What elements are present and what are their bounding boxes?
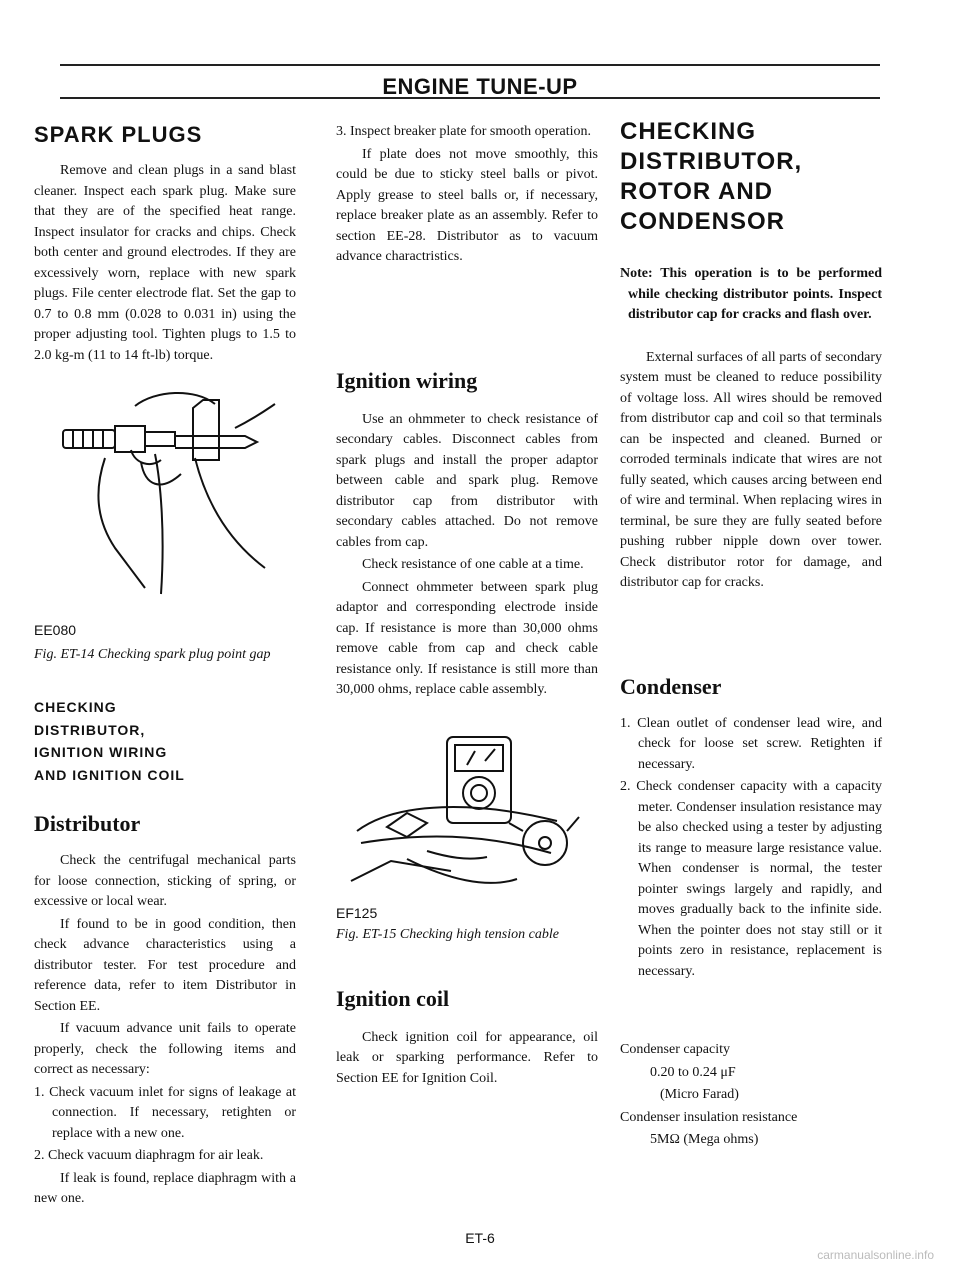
heading-line: DISTRIBUTOR, [34, 721, 146, 738]
paragraph: Check ignition coil for appearance, oil leak or sparking performance. Refer to Section EE for Ignition Coil. [336, 1029, 598, 1086]
spec-line: Condenser insulation resistance [620, 1109, 798, 1125]
paragraph: If vacuum advance unit fails to operate properly, check the following items and correct as necessary: [34, 1021, 296, 1077]
list-item: 2. Check condenser capacity with a capacity meter. Condenser insulation resistance may be also checked using a tester by adjusting its range to measure large resistance value. When condenser is normal, the tester pointer swings largely and rapidly, and moves gradually back to the infinite side. When the pointer does not stay still or it points zero in resistance, replacement is necessary. [620, 779, 882, 979]
figure-code: EF125 [336, 904, 378, 921]
heading-line: IGNITION WIRING [34, 744, 168, 760]
subheading-ignition-wiring: Ignition wiring [336, 367, 478, 393]
spec-line: (Micro Farad) [660, 1087, 739, 1102]
paragraph: If found to be in good condition, then check advance characteristics using a distributor tester. For test procedure and reference data, refer to item Distributor in Section EE. [34, 916, 296, 1014]
ohmmeter-cable-illustration [347, 731, 587, 901]
figure-code: EE080 [34, 622, 77, 638]
paragraph: Check resistance of one cable at a time. [362, 557, 584, 572]
paragraph: Remove and clean plugs in a sand blast cleaner. Inspect each spark plug. Make sure that they are of the specified heat range. Inspect insulator for cracks and chips. Check both center and ground electrodes. If they are excessively worn, replace with new spark plugs. File center electrode flat. Set the gap to 0.7 to 0.8 mm (0.028 to 0.031 in) using the proper adjusting tool. Tighten plugs to 1.5 to 2.0 kg-m (11 to 14 ft-lb) torque. [34, 163, 296, 363]
paragraph: Connect ohmmeter between spark plug adaptor and corresponding electrode inside cap. If resistance is more than 30,000 ohms remove cable from cap and check cable resistance only. If resistance is still more than 30,000 ohms, replace cable assembly. [336, 579, 598, 697]
list-item: 2. Check vacuum diaphragm for air leak. [34, 1148, 264, 1163]
list-item: 1. Check vacuum inlet for signs of leakage at connection. If necessary, retighten or replace with a new one. [34, 1084, 296, 1141]
spec-line: 0.20 to 0.24 μF [650, 1064, 736, 1080]
paragraph: Use an ohmmeter to check resistance of secondary cables. Disconnect cables from spark plugs and install the proper adaptor between cable and spark plug. Remove distributor cap from distributor with secondary cables attached. Do not remove cables from cap. [336, 411, 598, 550]
list-item: 1. Clean outlet of condenser lead wire, and check for loose set screw. Retighten if necessary. [620, 715, 882, 772]
section-heading-checking-rotor [620, 118, 882, 236]
list-item: 3. Inspect breaker plate for smooth operation. [336, 124, 592, 139]
section-heading-checking-distributor [34, 697, 296, 785]
heading-line: CHECKING [34, 699, 117, 715]
page-number: ET-6 [465, 1230, 495, 1246]
paragraph: Check the centrifugal mechanical parts for loose connection, sticking of spring, or excessive or local wear. [34, 853, 296, 909]
heading-line: DISTRIBUTOR, [620, 148, 803, 175]
spark-plug-gap-illustration [45, 388, 285, 618]
header-rule-bottom [60, 97, 880, 99]
subheading-condenser: Condenser [620, 673, 722, 699]
subheading-distributor: Distributor [34, 811, 141, 836]
paragraph: If leak is found, replace diaphragm with a new one. [34, 1170, 296, 1206]
condenser-specs [620, 1040, 882, 1151]
figure-caption: Fig. ET-15 Checking high tension cable [336, 927, 559, 942]
right-column [620, 118, 882, 1153]
watermark: carmanualsonline.info [817, 1248, 934, 1262]
subheading-ignition-coil: Ignition coil [336, 985, 450, 1011]
page-title: ENGINE TUNE-UP [382, 74, 578, 99]
figure-caption: Fig. ET-14 Checking spark plug point gap [34, 646, 271, 662]
heading-line: AND IGNITION COIL [34, 766, 185, 783]
middle-column [336, 118, 598, 1091]
note: Note: This operation is to be performed while checking distributor points. Inspect distributor cap for cracks and flash over. [620, 266, 882, 322]
header-rule-top [60, 64, 880, 66]
spec-line: Condenser capacity [620, 1042, 731, 1057]
heading-line: CHECKING [620, 118, 757, 145]
paragraph: External surfaces of all parts of secondary system must be cleaned to reduce possibility of voltage loss. All wires should be removed from distributor cap and coil so that terminals can be inspected and cleaned. Burned or corroded terminals indicate that wires are not fully seated, which causes arcing between end of wire and terminal. When replacing wires in terminal, be sure they are fully seated before pushing rubber nipple down over tower. Check distributor rotor for damage, and distributor cap for cracks. [620, 349, 882, 590]
heading-line: ROTOR AND [620, 178, 773, 205]
paragraph: If plate does not move smoothly, this could be due to sticky steel balls or pivot. Apply grease to steel balls or, if necessary, replace breaker plate as an assembly. Refer to section EE-28. Distributor as to vacuum advance charactristics. [336, 146, 598, 264]
left-column [34, 118, 296, 1212]
spec-line: 5MΩ (Mega ohms) [650, 1132, 759, 1147]
heading-line: CONDENSOR [620, 208, 786, 235]
section-heading-spark-plugs: SPARK PLUGS [34, 122, 203, 147]
